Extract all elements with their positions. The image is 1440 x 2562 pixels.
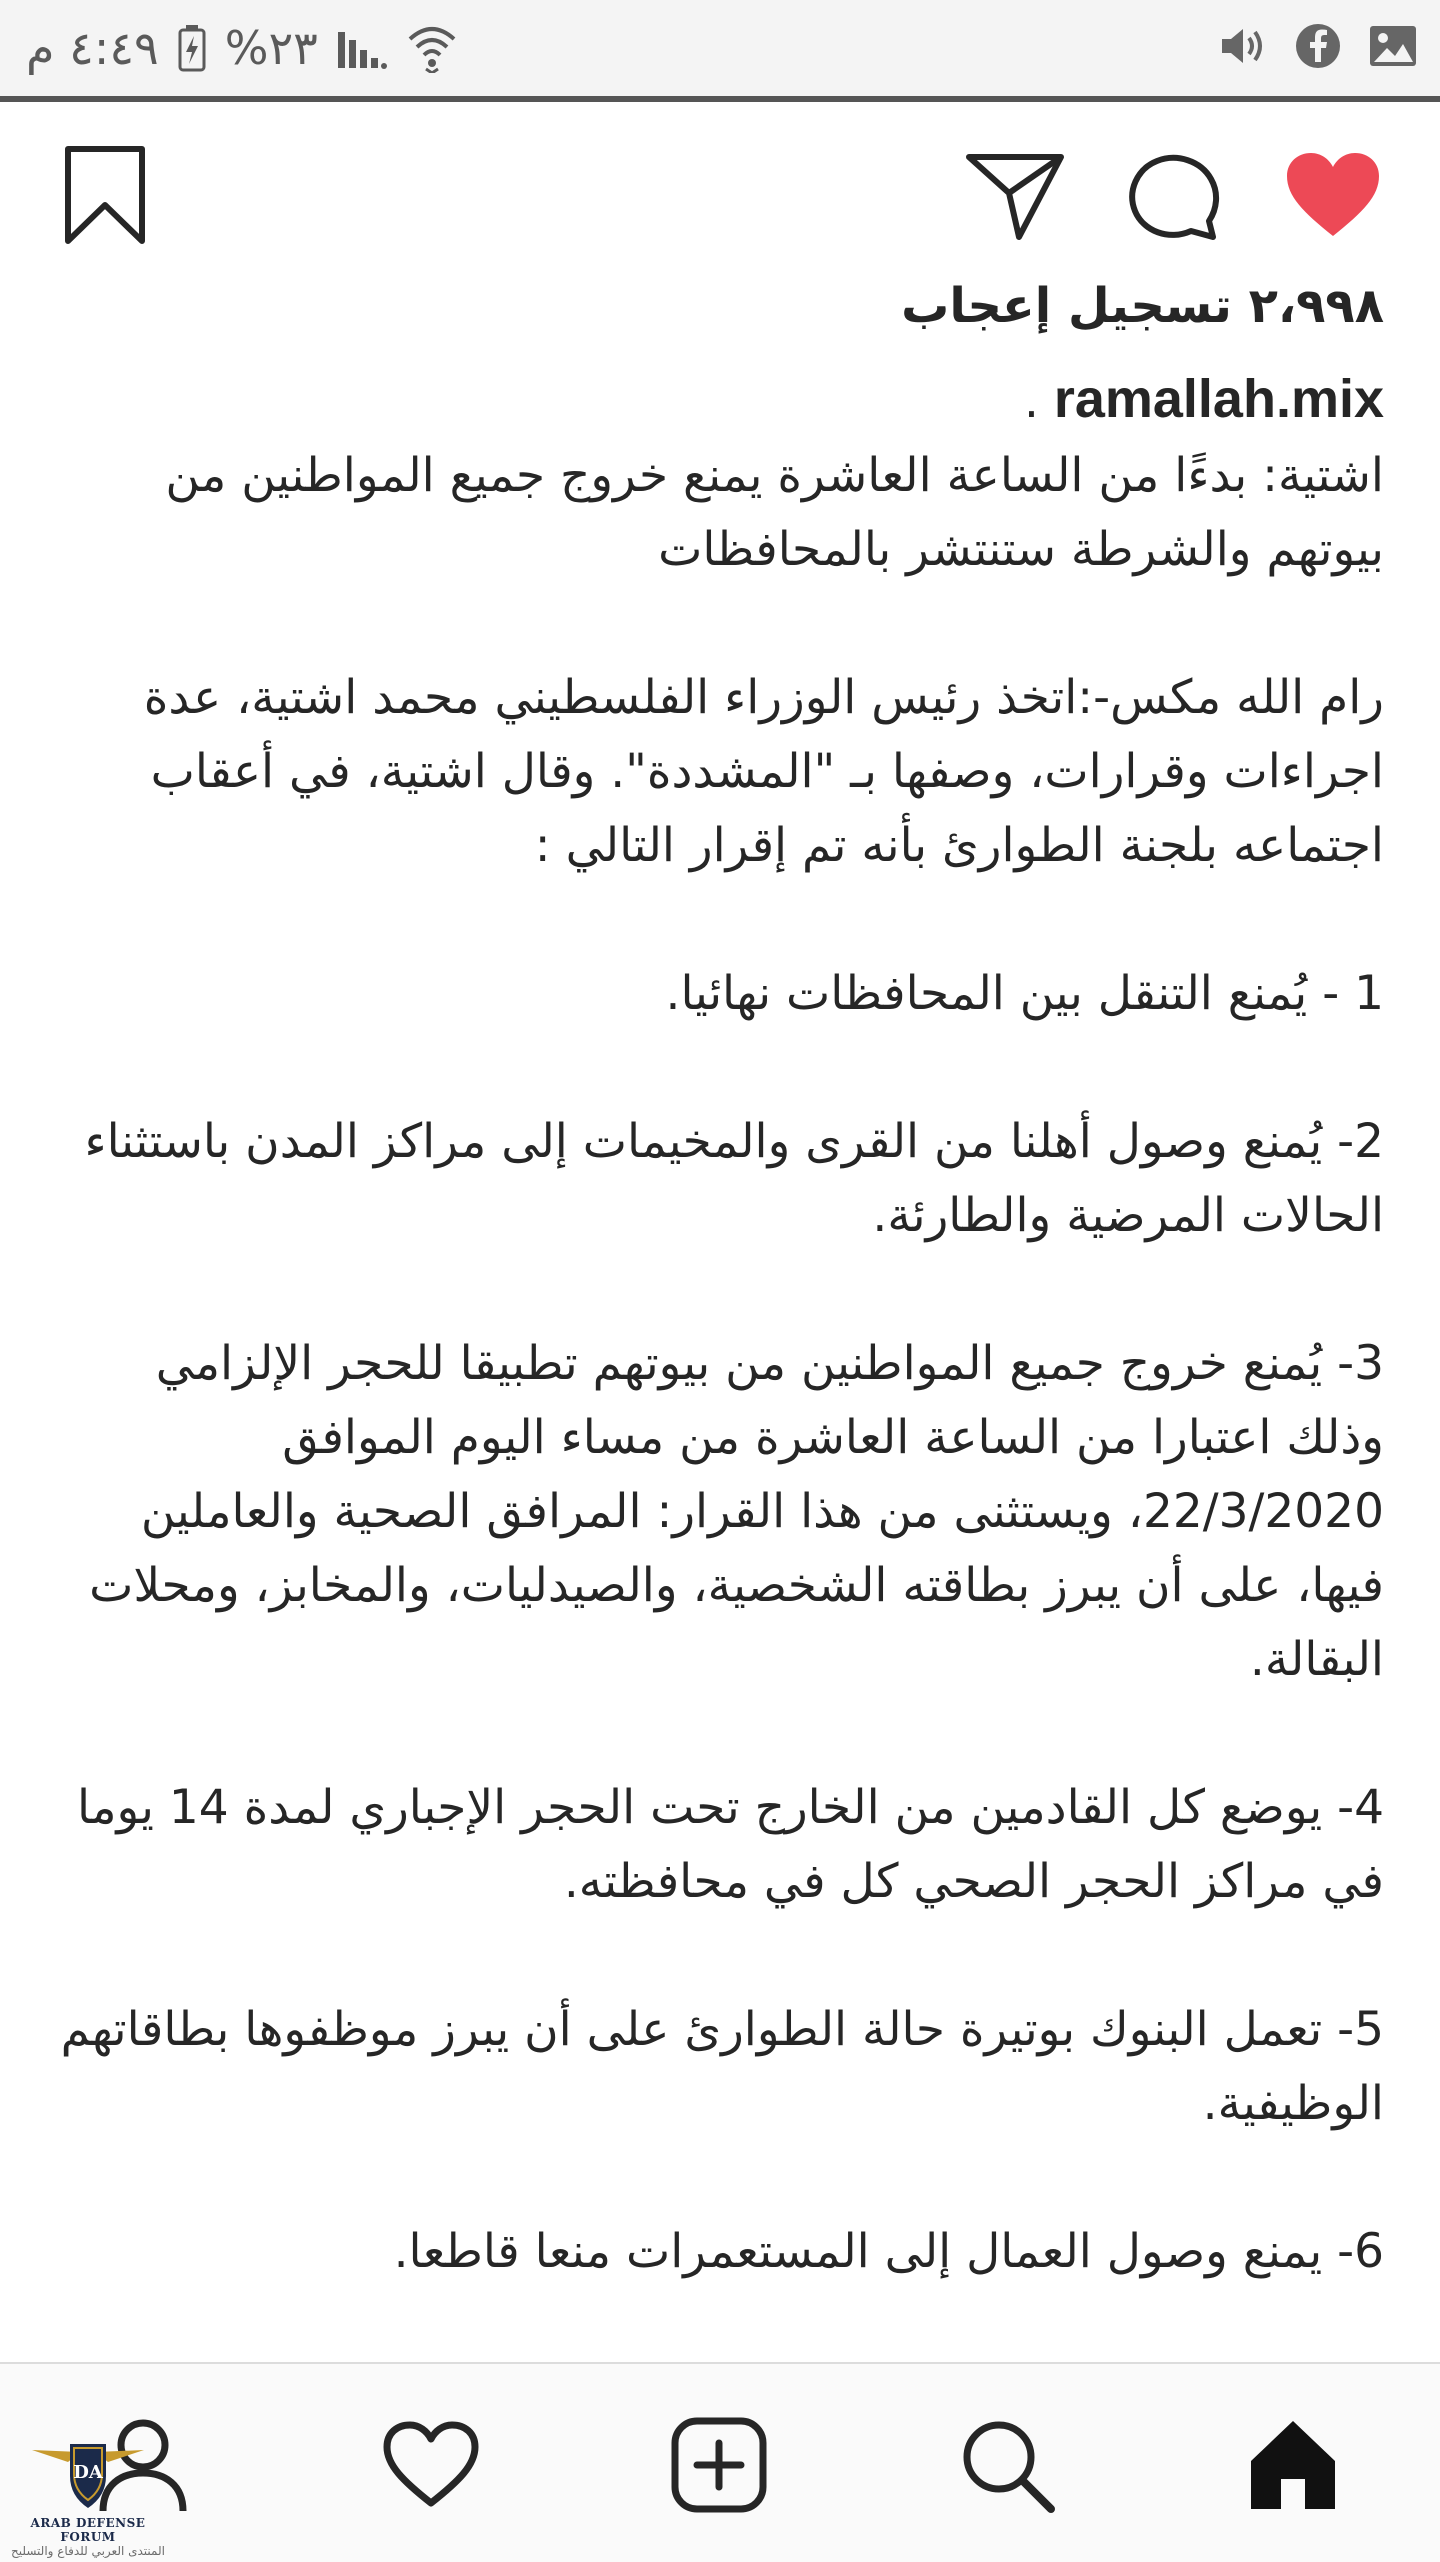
home-icon — [1243, 2415, 1343, 2515]
caption-item-5: 5- تعمل البنوك بوتيرة حالة الطوارئ على أن يبرز موظفوها بطاقاتهم الوظيفية. — [45, 2002, 1384, 2131]
activity-heart-icon — [381, 2419, 481, 2511]
add-post-icon — [669, 2415, 769, 2515]
post-caption — [44, 362, 1384, 2289]
username-link[interactable]: ramallah.mix — [1053, 369, 1384, 429]
status-bar — [0, 0, 1440, 102]
save-button[interactable] — [50, 140, 160, 250]
likes-count[interactable]: ٢،٩٩٨ تسجيل إعجاب — [901, 278, 1384, 334]
wifi-icon — [406, 23, 458, 73]
battery-charging-icon — [177, 24, 207, 72]
caption-headline: اشتية: بدءًا من الساعة العاشرة يمنع خروج جميع المواطنين من بيوتهم والشرطة ستنتشر بالمحافظات — [150, 448, 1384, 577]
nav-search[interactable] — [952, 2410, 1062, 2520]
volume-icon — [1218, 24, 1268, 68]
search-icon — [957, 2415, 1057, 2515]
nav-activity[interactable] — [376, 2410, 486, 2520]
status-right — [1218, 16, 1418, 76]
bottom-navigation — [0, 2362, 1440, 2562]
comment-button[interactable] — [1118, 140, 1228, 250]
caption-intro: رام الله مكس-:اتخذ رئيس الوزراء الفلسطيني محمد اشتية، عدة اجراءات وقرارات، وصفها بـ "المشددة". وقال اشتية، في أعقاب اجتماعه بلجنة الطوارئ بأنه تم إقرار التالي : — [128, 670, 1384, 873]
nav-add-post[interactable] — [664, 2410, 774, 2520]
caption-item-6: 6- يمنع وصول العمال إلى المستعمرات منعا قاطعا. — [393, 2224, 1384, 2279]
caption-item-2: 2- يُمنع وصول أهلنا من القرى والمخيمات إلى مراكز المدن باستثناء الحالات المرضية والطارئة. — [69, 1114, 1384, 1243]
status-left — [26, 18, 458, 78]
battery-percent: %٢٣ — [224, 21, 318, 75]
shield-logo-icon — [8, 2432, 168, 2516]
forum-name-en: ARAB DEFENSE FORUM — [30, 2516, 146, 2544]
status-time: ٤:٤٩ م — [26, 21, 159, 75]
facebook-icon — [1294, 22, 1342, 70]
share-icon — [965, 147, 1065, 243]
comment-icon — [1125, 147, 1221, 243]
like-button[interactable] — [1278, 140, 1388, 250]
signal-icon — [336, 26, 388, 70]
bookmark-icon — [60, 145, 150, 245]
caption-item-4: 4- يوضع كل القادمين من الخارج تحت الحجر الإجباري لمدة 14 يوما في مراكز الحجر الصحي كل في محافظته. — [62, 1780, 1384, 1909]
forum-name-ar: المنتدى العربي للدفاع والتسليح — [11, 2544, 165, 2558]
share-button[interactable] — [960, 140, 1070, 250]
caption-item-1: 1 - يُمنع التنقل بين المحافظات نهائيا. — [665, 966, 1384, 1021]
caption-username-line — [44, 362, 1384, 439]
svg-text:DA: DA — [73, 2462, 103, 2483]
nav-home[interactable] — [1238, 2410, 1348, 2520]
username-suffix: . — [1023, 374, 1054, 429]
caption-item-3: 3- يُمنع خروج جميع المواطنين من بيوتهم تطبيقا للحجر الإلزامي وذلك اعتبارا من الساعة العاشرة من مساء اليوم الموافق 22/3/2020، ويستثنى من هذا القرار: المرافق الصحية والعاملين فيها، على أن يبرز بطاقته الشخصية، والصيدليات، والمخابز، ومحلات البقالة. — [74, 1336, 1384, 1687]
post-action-bar — [0, 130, 1440, 260]
image-icon — [1368, 24, 1418, 68]
forum-watermark — [8, 2432, 168, 2556]
heart-filled-icon — [1283, 150, 1383, 240]
